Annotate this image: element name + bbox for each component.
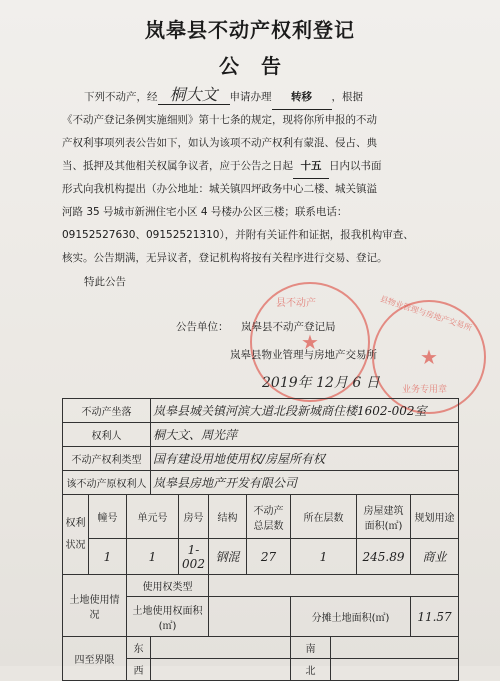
col-structure: 结构 bbox=[209, 495, 247, 539]
col-area: 房屋建筑面积(㎡) bbox=[357, 495, 411, 539]
location-value: 岚皋县城关镇河滨大道北段新城商住楼1602-002室 bbox=[151, 399, 459, 423]
val-building: 1 bbox=[89, 539, 127, 575]
val-structure: 钢混 bbox=[209, 539, 247, 575]
col-total-floors: 不动产总层数 bbox=[247, 495, 291, 539]
owner-value: 桐大文、周光萍 bbox=[151, 423, 459, 447]
land-type-row bbox=[63, 575, 459, 597]
publisher-2: 岚皋县物业管理与房地产交易所 bbox=[230, 349, 377, 361]
south-value bbox=[331, 637, 459, 659]
right-type-label: 不动产权利类型 bbox=[63, 447, 151, 471]
days-count: 十五 bbox=[293, 155, 329, 179]
location-label: 不动产坐落 bbox=[63, 399, 151, 423]
star-icon: ★ bbox=[420, 345, 438, 369]
col-usage: 规划用途 bbox=[411, 495, 459, 539]
star-icon: ★ bbox=[301, 330, 319, 354]
col-floor: 所在层数 bbox=[291, 495, 357, 539]
business-type: 转移 bbox=[272, 86, 332, 110]
col-room: 房号 bbox=[179, 495, 209, 539]
location-row bbox=[63, 399, 459, 423]
notice-line-1: 下列不动产，经 桐大文 申请办理 转移 ，根据 bbox=[62, 86, 467, 110]
page-subtitle: 公告 bbox=[219, 54, 303, 78]
right-type-value: 国有建设用地使用权/房屋所有权 bbox=[151, 447, 459, 471]
owner-label: 权利人 bbox=[63, 423, 151, 447]
right-seal: ★ 县物业管理与房地产交易所 业务专用章 bbox=[372, 300, 486, 414]
val-usage: 商业 bbox=[411, 539, 459, 575]
left-seal: ★ 县不动产 bbox=[250, 282, 370, 402]
north-label: 北 bbox=[291, 659, 331, 681]
val-area: 245.89 bbox=[357, 539, 411, 575]
notice-line-8: 核实。公告期满，无异议者，登记机构将按有关程序进行交易、登记。 bbox=[62, 252, 388, 264]
original-owner-value: 岚皋县房地产开发有限公司 bbox=[151, 471, 459, 495]
status-value-row bbox=[63, 539, 459, 575]
east-value bbox=[151, 637, 291, 659]
publisher-label: 公告单位： bbox=[176, 321, 229, 333]
land-type-value bbox=[209, 575, 459, 597]
west-label: 西 bbox=[127, 659, 151, 681]
status-header-row bbox=[63, 495, 459, 539]
notice-line-6: 河路 35 号城市新洲住宅小区 4 号楼办公区三楼；联系电话： bbox=[62, 206, 348, 218]
col-unit: 单元号 bbox=[127, 495, 179, 539]
applicant-handwritten: 桐大文 bbox=[158, 86, 230, 105]
land-type-label: 使用权类型 bbox=[127, 575, 209, 597]
east-label: 东 bbox=[127, 637, 151, 659]
west-value bbox=[151, 659, 291, 681]
page-title: 岚皋县不动产权利登记 bbox=[145, 18, 355, 42]
land-area-label: 土地使用权面积(㎡) bbox=[127, 597, 209, 637]
special-notice: 特此公告 bbox=[84, 276, 126, 288]
publisher-1: 岚皋县不动产登记局 bbox=[241, 321, 336, 333]
notice-line-7: 09152527630、09152521310），并附有关证件和证据，报我机构审查、 bbox=[62, 229, 414, 241]
notice-line-4: 当、抵押及其他相关权属争议者，应于公告之日起 十五 日内以书面 bbox=[62, 155, 467, 179]
south-label: 南 bbox=[291, 637, 331, 659]
val-floor: 1 bbox=[291, 539, 357, 575]
share-area-value: 11.57 bbox=[411, 597, 459, 637]
original-owner-label: 该不动产原权利人 bbox=[63, 471, 151, 495]
right-type-row bbox=[63, 447, 459, 471]
owner-row bbox=[63, 423, 459, 447]
notice-line-2: 《不动产登记条例实施细则》第十七条的规定，现将你所申报的不动 bbox=[62, 114, 377, 126]
property-table bbox=[62, 398, 459, 681]
val-room: 1-002 bbox=[179, 539, 209, 575]
val-unit: 1 bbox=[127, 539, 179, 575]
boundary-label: 四至界限 bbox=[63, 637, 127, 681]
notice-line-5: 形式向我机构提出（办公地址：城关镇四坪政务中心二楼、城关镇溢 bbox=[62, 183, 377, 195]
col-building: 幢号 bbox=[89, 495, 127, 539]
share-area-label: 分摊土地面积(㎡) bbox=[291, 597, 411, 637]
boundary-row-1 bbox=[63, 637, 459, 659]
notice-line-3: 产权利事项列表公告如下，如认为该项不动产权利有蒙混、侵占、典 bbox=[62, 137, 377, 149]
val-total-floors: 27 bbox=[247, 539, 291, 575]
land-label: 土地使用情况 bbox=[63, 575, 127, 637]
north-value bbox=[331, 659, 459, 681]
land-area-value bbox=[209, 597, 291, 637]
status-label: 权利状况 bbox=[63, 495, 89, 575]
original-owner-row bbox=[63, 471, 459, 495]
notice-date: 2019年 12月 6 日 bbox=[262, 375, 380, 391]
